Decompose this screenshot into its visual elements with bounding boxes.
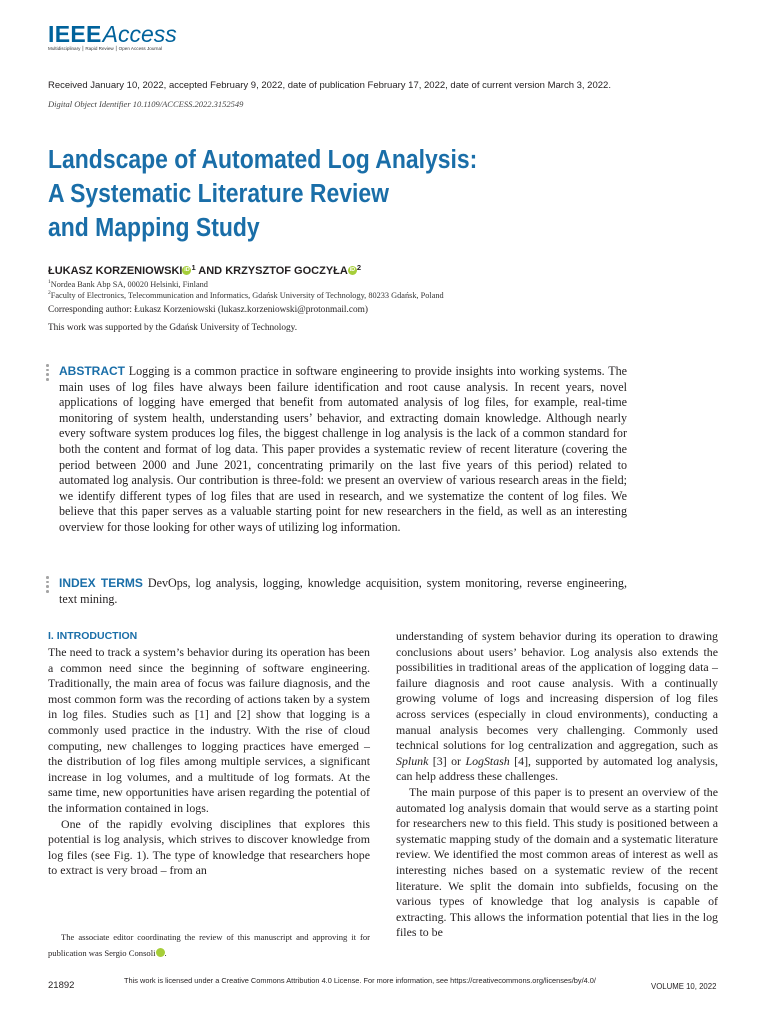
author-conjunction: AND [198,265,223,277]
logo-access: Access [102,21,177,47]
abstract [59,364,627,536]
corresponding-author: Corresponding author: Łukasz Korzeniowski (lukasz.korzeniowski@protonmail.com) [48,305,368,315]
affiliation-mark: 1 [48,279,51,285]
paragraph-text: [4], supported by automated log analysis, can help address these challenges. [396,753,718,784]
paragraph: The main purpose of this paper is to present an overview of the automated log analysis domain that would serve as a starting point for researchers new to this field. This study is positioned between a systematic mapping study of the domain and a systematic literature review. We identified the most common areas of interest as well as interesting niches based on a systematic review of the recent literature. We split the domain into subfields, focusing on the various types of knowledge that log analysis is capable of extracting. This allows the information potential that lies in the log files to be [396,784,718,940]
received-dates: Received January 10, 2022, accepted February 9, 2022, date of publication February 17, 2022, date of current version March 3, 2022. [48,80,611,91]
orcid-icon[interactable]: iD [184,267,190,273]
section-marker-icon [46,364,51,383]
index-terms [59,576,627,607]
abstract-text: Logging is a common practice in software engineering to provide insights into working systems. The main uses of log files have always been failure identification and root cause analysis. In recent years, novel applications of logging have emerged that benefit from automated analysis of log files, for example, real-time monitoring of system health, understanding users’ behavior, and extracting domain knowledge. Although nearly every software system produces log files, the biggest challenge in log analysis is the lack of a common standard for both the content and format of log data. This paper provides a systematic review of recent literature (covering the period between 2000 and June 2021, concentrating primarily on the last five years of this period) related to automated log analysis. Our contribution is three-fold: we present an overview of various research areas in the field; we identify different types of log files that are used in research, and we systematize the content of log files. We believe that this paper serves as a valuable starting point for new researchers in the field, as well as an interesting overview for those looking for other ways of utilizing log information. [59,364,627,534]
author-list [48,263,361,277]
right-column [396,629,718,941]
affiliation-text: Nordea Bank Abp SA, 00020 Helsinki, Finland [50,279,208,289]
doi: Digital Object Identifier 10.1109/ACCESS.2022.3152549 [48,99,244,109]
title-line: Landscape of Automated Log Analysis: [48,146,478,174]
title-line: and Mapping Study [48,214,260,242]
paragraph: The need to track a system’s behavior during its operation has been a common need since the beginning of software engineering. Traditionally, the main area of focus was failure diagnosis, and the most common form was the recording of actions taken by a system in log files. Studies such as [1] and [2] show that logging is a commonly used practice in the industry. With the rise of cloud computing, new challenges to logging practices have emerged – the distribution of log files among multiple services, a significant increase in log volumes, and a multitude of log formats. At the same time, new opportunities have arisen regarding the potential of the information contained in logs. [48,645,370,815]
affiliation-mark: 1 [191,263,196,272]
orcid-icon[interactable]: iD [156,948,165,957]
page-number: 21892 [48,980,75,991]
affiliation [48,279,208,289]
left-column [48,645,370,879]
license-notice[interactable]: This work is licensed under a Creative Commons Attribution 4.0 License. For more information, see https://creativecommons.org/licenses/by/4.0/ [124,976,596,985]
paragraph: One of the rapidly evolving disciplines that explores this potential is log analysis, which strives to discover knowledge from log files (see Fig. 1). The type of knowledge that researchers hope to extract is very broad – from an [48,816,370,878]
index-terms-text: DevOps, log analysis, logging, knowledge acquisition, system monitoring, reverse engineering, text mining. [59,576,627,606]
paragraph-text: [3] or [428,753,466,768]
volume-info: VOLUME 10, 2022 [651,982,717,991]
section-heading: I. INTRODUCTION [48,630,138,642]
index-terms-label: INDEX TERMS [59,576,143,590]
logo-ieee: IEEE [48,21,102,47]
affiliation-mark: 2 [356,263,361,272]
paragraph-text: understanding of system behavior during its operation to drawing conclusions about users’ behavior. Log analysis also extends the possibilities in traditional areas of the application of logging data – failure diagnosis and root cause analysis. With a continually growing volume of logs and increasing dispersion of log files across services (especially in cloud environments), conducting a manual analysis becomes very challenging. Commonly used technical solutions for log centralization and aggregation, such as [396,629,718,753]
logo-tagline: Multidisciplinary ⎮ Rapid Review ⎮ Open Access Journal [48,46,163,51]
journal-logo [48,21,177,48]
funding-note: This work was supported by the Gdańsk University of Technology. [48,323,298,333]
affiliation [48,290,444,300]
product-name: Splunk [396,753,429,768]
section-marker-icon [46,576,51,595]
paragraph [396,629,718,785]
paper-title [48,143,624,245]
affiliation-text: Faculty of Electronics, Telecommunication and Informatics, Gdańsk University of Technology, 80233 Gdańsk, Poland [50,290,444,300]
title-line: A Systematic Literature Review [48,180,390,208]
orcid-icon[interactable]: iD [349,267,356,273]
product-name: LogStash [465,753,510,768]
editor-note-text: The associate editor coordinating the review of this manuscript and approving it for publication was Sergio Consoli [48,932,370,958]
author-name: KRZYSZTOF GOCZYŁA [225,265,348,277]
affiliation-mark: 2 [48,290,51,296]
abstract-label: ABSTRACT [59,364,125,378]
author-name: ŁUKASZ KORZENIOWSKI [48,265,183,277]
editor-note: The associate editor coordinating the review of this manuscript and approving it for publication was Sergio Consoli iD. [48,932,370,958]
